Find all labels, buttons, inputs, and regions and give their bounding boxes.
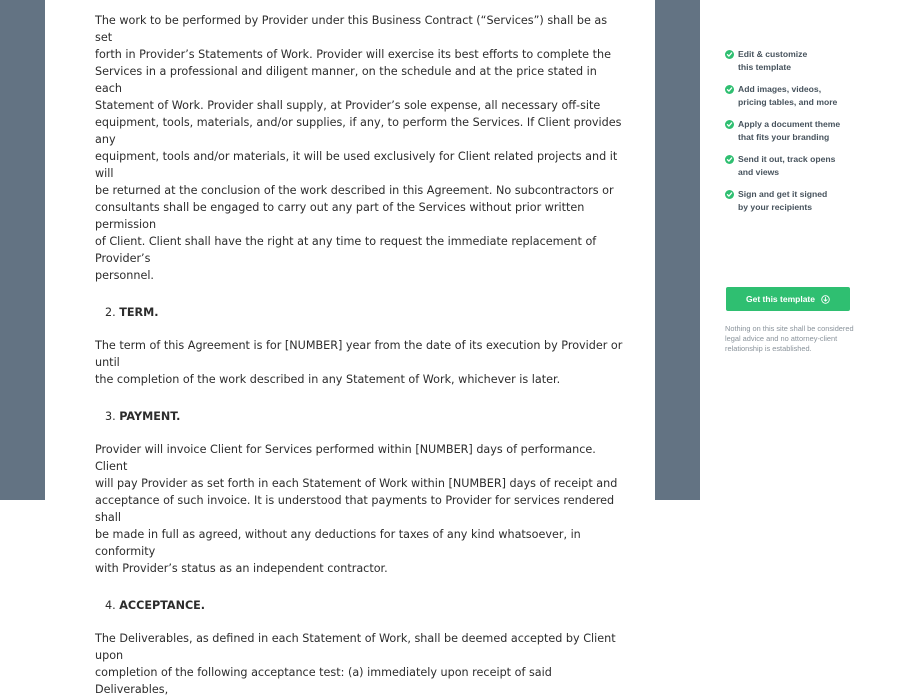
feature-item xyxy=(725,48,885,73)
acceptance-heading-number: 4. xyxy=(105,599,116,612)
acceptance-paragraph: The Deliverables, as defined in each Statement of Work, shall be deemed accepted by Client upon completion of the following acceptance test: (a) immediately upon receipt of said Deliverables, xyxy=(95,632,616,696)
acceptance-heading-text: ACCEPTANCE. xyxy=(119,599,206,612)
check-circle-icon xyxy=(725,155,734,164)
legal-disclaimer: Nothing on this site shall be considered legal advice and no attorney-client relationship is established. xyxy=(725,324,854,353)
feature-label: Apply a document theme that fits your branding xyxy=(738,119,841,142)
check-circle-icon xyxy=(725,190,734,199)
term-heading-number: 2. xyxy=(105,306,116,319)
term-paragraph: The term of this Agreement is for [NUMBER] year from the date of its execution by Provider or until the completion of the work described in any Statement of Work, whichever is later. xyxy=(95,339,623,386)
feature-item xyxy=(725,153,885,178)
term-heading-text: TERM. xyxy=(119,306,159,319)
feature-item xyxy=(725,188,885,213)
term-heading xyxy=(95,304,625,321)
get-template-button[interactable] xyxy=(726,287,850,311)
services-paragraph: The work to be performed by Provider under this Business Contract (“Services”) shall be as set forth in Provider’s Statements of Work. Provider will exercise its best efforts to complete the Services in a professional and diligent manner, on the schedule and at the price stated in each Statement of Work. Provider shall supply, at Provider’s sole expense, all necessary off-site equipment, tools, materials, and/or supplies, if any, to perform the Services. If Client provides any equipment, tools and/or materials, it will be used exclusively for Client related projects and it will be returned at the conclusion of the work described in this Agreement. No subcontractors or consultants shall be engaged to carry out any part of the Services without prior written permission of Client. Client shall have the right at any time to request the immediate replacement of Provider’s personnel. xyxy=(95,14,622,282)
document-body xyxy=(95,12,625,698)
check-circle-icon xyxy=(725,120,734,129)
feature-item xyxy=(725,118,885,143)
feature-label: Edit & customize this template xyxy=(738,49,808,72)
download-circle-icon xyxy=(821,295,830,304)
payment-heading xyxy=(95,408,625,425)
feature-label: Add images, videos, pricing tables, and more xyxy=(738,84,838,107)
payment-heading-number: 3. xyxy=(105,410,116,423)
check-circle-icon xyxy=(725,85,734,94)
feature-label: Sign and get it signed by your recipients xyxy=(738,189,828,212)
payment-paragraph: Provider will invoice Client for Services performed within [NUMBER] days of performance. Client will pay Provider as set forth in each Statement of Work within [NUMBER] days of receipt and acceptance of such invoice. It is understood that payments to Provider for services rendered shall be made in full as agreed, without any deductions for taxes of any kind whatsoever, in conformity with Provider’s status as an independent contractor. xyxy=(95,443,618,575)
feature-item xyxy=(725,83,885,108)
acceptance-heading xyxy=(95,597,625,614)
get-template-label: Get this template xyxy=(746,294,815,304)
check-circle-icon xyxy=(725,50,734,59)
feature-list xyxy=(725,48,885,223)
feature-label: Send it out, track opens and views xyxy=(738,154,836,177)
payment-heading-text: PAYMENT. xyxy=(119,410,181,423)
template-sidebar xyxy=(700,0,900,500)
document-page xyxy=(45,0,655,696)
